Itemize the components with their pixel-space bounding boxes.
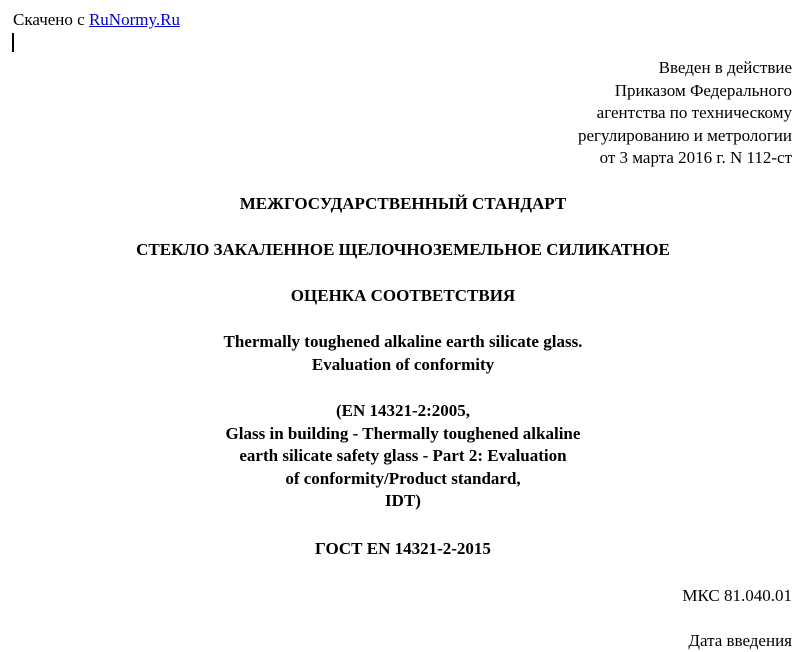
en-reference — [0, 400, 799, 513]
en-reference-line: of conformity/Product standard, — [285, 468, 521, 488]
title-en — [0, 331, 799, 376]
approval-line: от 3 марта 2016 г. N 112-ст — [599, 148, 792, 167]
standard-type: МЕЖГОСУДАРСТВЕННЫЙ СТАНДАРТ — [239, 194, 567, 213]
en-reference-line: Glass in building - Thermally toughened alkaline — [225, 423, 581, 443]
approval-block — [578, 57, 792, 170]
mks-code: МКС 81.040.01 — [682, 586, 792, 605]
title-ru: СТЕКЛО ЗАКАЛЕННОЕ ЩЕЛОЧНОЗЕМЕЛЬНОЕ СИЛИКАТНОЕ — [136, 240, 670, 259]
en-reference-line: earth silicate safety glass - Part 2: Evaluation — [239, 446, 567, 465]
approval-line: регулированию и метрологии — [577, 125, 792, 145]
approval-line: Приказом Федерального — [614, 80, 792, 100]
download-note-prefix: Скачено с — [13, 10, 85, 29]
intro-date-label: Дата введения — [688, 631, 792, 650]
en-reference-line: IDT) — [385, 491, 421, 510]
approval-line: Введен в действие — [658, 58, 792, 77]
source-link[interactable]: RuNormy.Ru — [88, 10, 180, 29]
download-note — [13, 9, 180, 31]
text-cursor — [12, 33, 14, 52]
subtitle-ru: ОЦЕНКА СООТВЕТСТВИЯ — [290, 286, 516, 305]
title-en-line: Evaluation of conformity — [311, 354, 495, 374]
standard-code: ГОСТ EN 14321-2-2015 — [315, 539, 491, 558]
approval-line: агентства по техническому — [596, 103, 792, 122]
en-reference-line: (EN 14321-2:2005, — [335, 401, 471, 420]
title-en-line: Thermally toughened alkaline earth silicate glass. — [223, 332, 583, 351]
